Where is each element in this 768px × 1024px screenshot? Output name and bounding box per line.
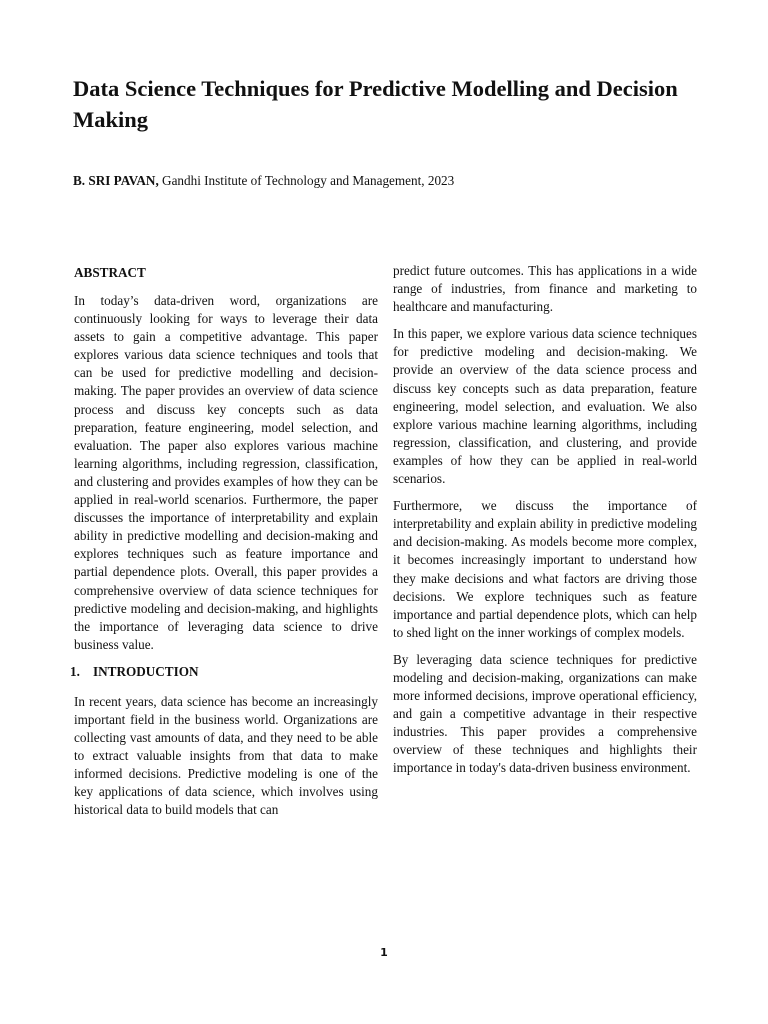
page-number: 1 bbox=[380, 946, 388, 959]
left-column bbox=[70, 262, 378, 820]
right-column bbox=[393, 262, 697, 787]
intro-paragraph-4: By leveraging data science techniques for predictive modeling and decision-making, organizations can make more informed decisions, improve operational efficiency, and gain a competitive advantage in their respective industries. This paper provides a comprehensive overview of these techniques and highlights their importance in today's data-driven business environment. bbox=[393, 651, 697, 776]
intro-paragraph-1-part-2: predict future outcomes. This has applications in a wide range of industries, from finance and marketing to healthcare and manufacturing. bbox=[393, 263, 697, 315]
author-affiliation: Gandhi Institute of Technology and Management, 2023 bbox=[158, 173, 455, 188]
section-title: INTRODUCTION bbox=[93, 663, 199, 679]
author-name: B. SRI PAVAN, bbox=[73, 173, 159, 188]
section-number: 1. bbox=[70, 663, 80, 679]
author-line bbox=[73, 172, 713, 190]
paper-title: Data Science Techniques for Predictive Modelling and Decision Making bbox=[73, 76, 678, 132]
introduction-heading bbox=[70, 663, 378, 681]
abstract-heading: ABSTRACT bbox=[74, 265, 146, 280]
intro-paragraph-3: Furthermore, we discuss the importance of interpretability and explain ability in predictive modeling and decision-making. As models become more complex, it becomes increasingly important to understand how they make decisions and what factors are driving those decisions. We explore techniques such as feature importance and partial dependence plots, which can help to shed light on the inner workings of complex models. bbox=[393, 498, 697, 640]
intro-paragraph-2: In this paper, we explore various data science techniques for predictive modeling and decision-making. We provide an overview of the data science process and discuss key concepts such as data preparation, feature engineering, model selection, and evaluation. We also explore various machine learning algorithms, including regression, classification, and clustering, and provide examples of how they can be applied in real-world scenarios. bbox=[393, 326, 697, 487]
abstract-text: In today’s data-driven word, organizations are continuously looking for ways to leverage their data assets to gain a competitive advantage. This paper explores various data science techniques and tools that can be used for predictive modelling and decision-making. The paper provides an overview of data science process and discuss key concepts such as data preparation, feature engineering, model selection, and evaluation. The paper also explores various machine learning algorithms, including regression, classification, and clustering and provides examples of how they can be applied in real-world scenarios. Furthermore, the paper discusses the importance of interpretability and explain ability in predictive modelling and decision-making and explores techniques such as feature importance and partial dependence plots. Overall, this paper provides a comprehensive overview of data science techniques for predictive modeling and decision-making, and highlights the importance of leveraging data science to drive business value. bbox=[74, 293, 378, 652]
intro-paragraph-1-part-1: In recent years, data science has become an increasingly important field in the business world. Organizations are collecting vast amounts of data, and they need to be able to extract valuable insights from that data to make informed decisions. Predictive modeling is one of the key applications of data science, which involves using historical data to build models that can bbox=[74, 693, 378, 818]
